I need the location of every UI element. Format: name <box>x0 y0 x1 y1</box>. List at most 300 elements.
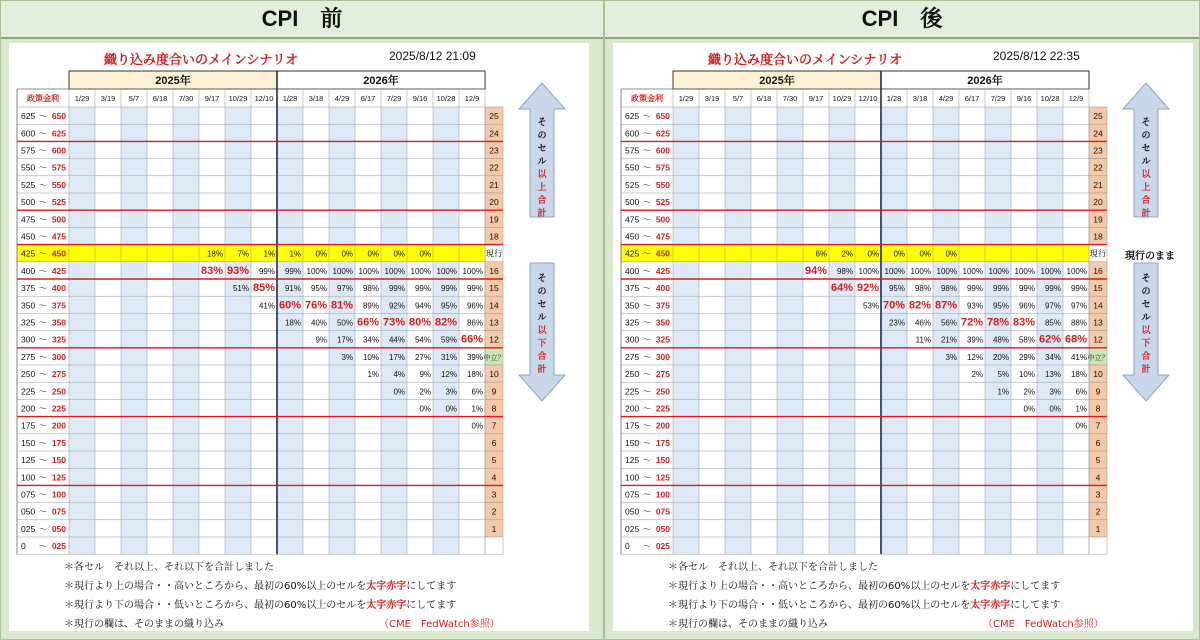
date-header: 1/28 <box>282 94 298 103</box>
rate-tilde: ～ <box>642 472 652 483</box>
probability-cell: 0% <box>1049 404 1061 414</box>
probability-cell: 3% <box>341 352 353 362</box>
probability-cell: 78% <box>986 316 1009 329</box>
rate-low: 300 <box>21 334 36 345</box>
scenario-number: 現行 <box>485 248 503 259</box>
scenario-number: 6 <box>1095 437 1101 448</box>
rate-high: 525 <box>655 197 670 208</box>
probability-cell: 99% <box>284 266 301 276</box>
rate-low: 250 <box>21 369 36 380</box>
rate-low: 375 <box>625 283 640 294</box>
rate-tilde: ～ <box>642 111 652 122</box>
probability-cell: 2% <box>841 249 853 259</box>
rate-low: 100 <box>625 472 640 483</box>
probability-cell: 12% <box>966 352 983 362</box>
probability-cell: 0% <box>445 404 457 414</box>
arrow-up-char: 合 <box>1141 195 1151 205</box>
rate-low: 350 <box>625 300 640 311</box>
probability-cell: 0% <box>867 249 879 259</box>
rate-tilde: ～ <box>642 283 652 294</box>
date-header: 12/10 <box>254 94 274 103</box>
date-header: 9/16 <box>412 94 428 103</box>
scenario-number: 3 <box>1095 489 1101 500</box>
rate-low: 450 <box>21 231 36 242</box>
scenario-number: 25 <box>1093 111 1103 122</box>
rate-tilde: ～ <box>38 334 48 345</box>
rate-low: 150 <box>625 437 640 448</box>
rate-tilde: ～ <box>38 369 48 380</box>
arrow-down-char: 下 <box>537 338 547 348</box>
rate-low: 475 <box>625 214 640 225</box>
date-header: 6/17 <box>360 94 376 103</box>
probability-cell: 3% <box>945 352 957 362</box>
rate-tilde: ～ <box>38 179 48 190</box>
probability-cell: 11% <box>915 335 931 345</box>
probability-cell: 9% <box>419 370 431 380</box>
date-header: 3/18 <box>912 94 928 103</box>
rate-low: 250 <box>625 369 640 380</box>
scenario-number: 19 <box>489 214 499 225</box>
probability-cell: 51% <box>232 284 249 294</box>
scenario-number: 2 <box>1095 506 1101 517</box>
rate-high: 175 <box>655 437 670 448</box>
probability-cell: 92% <box>856 282 879 295</box>
note-line-4: ＊現行の欄は、そのままの織り込み <box>64 619 224 630</box>
rate-high: 325 <box>655 334 670 345</box>
rate-low: 225 <box>21 386 36 397</box>
date-header: 3/19 <box>100 94 116 103</box>
probability-cell: 21% <box>940 335 957 345</box>
scenario-number: 20 <box>489 197 499 208</box>
date-header: 10/29 <box>832 94 852 103</box>
date-header: 7/30 <box>178 94 194 103</box>
rate-high: 100 <box>655 489 670 500</box>
rate-low: 075 <box>21 489 36 500</box>
rate-tilde: ～ <box>642 541 652 552</box>
probability-cell: 0% <box>1023 404 1035 414</box>
rate-high: 375 <box>655 300 670 311</box>
rate-tilde: ～ <box>38 523 48 534</box>
scenario-number: 24 <box>1093 128 1103 139</box>
rate-low: 500 <box>21 197 36 208</box>
cme-source-note: （CME FedWatch参照） <box>379 619 500 630</box>
cme-source-note: （CME FedWatch参照） <box>983 619 1104 630</box>
rate-tilde: ～ <box>38 265 48 276</box>
note-red-text: 太字赤字 <box>970 581 1011 592</box>
probability-cell: 0% <box>945 249 957 259</box>
arrow-down-char: 合 <box>1141 351 1151 361</box>
probability-cell: 41% <box>258 301 275 311</box>
probability-cell: 99% <box>466 284 483 294</box>
rate-high: 400 <box>655 283 670 294</box>
probability-cell: 100% <box>462 266 483 276</box>
arrow-up-char: 以 <box>537 169 547 179</box>
arrow-down-char: 以 <box>1141 325 1151 335</box>
rate-tilde: ～ <box>642 523 652 534</box>
rate-tilde: ～ <box>38 437 48 448</box>
probability-cell: 0% <box>419 249 431 259</box>
probability-cell: 100% <box>988 266 1009 276</box>
probability-cell: 83% <box>200 264 223 277</box>
probability-cell: 9% <box>315 335 327 345</box>
scenario-number: 中立？ <box>483 354 505 362</box>
rate-high: 050 <box>51 523 66 534</box>
panel-content <box>9 43 589 631</box>
rate-low: 325 <box>625 317 640 328</box>
arrow-up-char: 計 <box>1141 208 1151 218</box>
rate-low: 575 <box>21 145 36 156</box>
rate-tilde: ～ <box>642 300 652 311</box>
probability-cell: 100% <box>436 266 457 276</box>
arrow-down-char: 下 <box>1141 338 1151 348</box>
scenario-number: 23 <box>1093 145 1103 156</box>
note-text: にしてます <box>406 581 457 592</box>
rate-low: 525 <box>21 179 36 190</box>
probability-cell: 98% <box>362 284 379 294</box>
rate-high: 500 <box>655 214 670 225</box>
date-header: 10/28 <box>436 94 456 103</box>
rate-tilde: ～ <box>38 455 48 466</box>
rate-tilde: ～ <box>642 145 652 156</box>
probability-cell: 10% <box>1018 370 1035 380</box>
date-header: 12/9 <box>464 94 480 103</box>
probability-cell: 0% <box>919 249 931 259</box>
rate-high: 300 <box>51 351 66 362</box>
probability-grid <box>613 43 1193 563</box>
probability-cell: 89% <box>362 301 379 311</box>
probability-cell: 66% <box>356 316 379 329</box>
scenario-number: 14 <box>1093 300 1103 311</box>
date-header: 4/29 <box>334 94 350 103</box>
rate-low: 200 <box>625 403 640 414</box>
rate-tilde: ～ <box>38 403 48 414</box>
probability-cell: 34% <box>362 335 379 345</box>
scenario-number: 10 <box>489 369 499 380</box>
rate-high: 375 <box>51 300 66 311</box>
probability-cell: 53% <box>862 301 879 311</box>
rate-low: 175 <box>21 420 36 431</box>
rate-tilde: ～ <box>642 369 652 380</box>
rate-high: 600 <box>655 145 670 156</box>
probability-cell: 1% <box>289 249 301 259</box>
rate-tilde: ～ <box>642 420 652 431</box>
rate-high: 525 <box>51 197 66 208</box>
rate-high: 625 <box>51 128 66 139</box>
rate-tilde: ～ <box>642 506 652 517</box>
arrow-down-char: そ <box>1141 273 1151 283</box>
probability-cell: 99% <box>1018 284 1035 294</box>
rate-tilde: ～ <box>38 420 48 431</box>
rate-tilde: ～ <box>38 472 48 483</box>
rate-low: 575 <box>625 145 640 156</box>
year-label: 2025年 <box>155 75 191 87</box>
rate-high: 275 <box>51 369 66 380</box>
probability-cell: 56% <box>940 318 957 328</box>
panel-header: CPI 前 <box>1 1 603 39</box>
probability-cell: 96% <box>466 301 483 311</box>
probability-cell: 100% <box>1040 266 1061 276</box>
probability-cell: 100% <box>384 266 405 276</box>
note-text: にしてます <box>1010 600 1061 611</box>
rate-high: 100 <box>51 489 66 500</box>
probability-cell: 6% <box>471 387 483 397</box>
probability-cell: 18% <box>466 370 483 380</box>
probability-cell: 91% <box>284 284 301 294</box>
rate-tilde: ～ <box>38 489 48 500</box>
probability-cell: 97% <box>1070 301 1087 311</box>
rate-tilde: ～ <box>642 455 652 466</box>
rate-low: 375 <box>21 283 36 294</box>
probability-cell: 1% <box>263 249 275 259</box>
probability-cell: 80% <box>408 316 431 329</box>
probability-cell: 60% <box>278 299 301 312</box>
arrow-up-char: ル <box>1141 156 1151 166</box>
probability-cell: 100% <box>910 266 931 276</box>
probability-cell: 40% <box>310 318 327 328</box>
rate-low: 500 <box>625 197 640 208</box>
date-header: 1/29 <box>678 94 694 103</box>
panel-timestamp: 2025/8/12 22:35 <box>993 49 1080 63</box>
probability-cell: 50% <box>336 318 353 328</box>
rate-tilde: ～ <box>38 145 48 156</box>
panel-cpi-after <box>604 0 1200 640</box>
date-header: 5/7 <box>732 94 744 103</box>
arrow-up-char: 計 <box>537 208 547 218</box>
probability-cell: 100% <box>962 266 983 276</box>
rate-low: 625 <box>625 111 640 122</box>
rate-low: 025 <box>625 523 640 534</box>
rate-tilde: ～ <box>642 248 652 259</box>
rate-high: 175 <box>51 437 66 448</box>
note-text: にしてます <box>1010 581 1061 592</box>
rate-tilde: ～ <box>642 317 652 328</box>
probability-cell: 83% <box>1012 316 1035 329</box>
arrow-down-char: セ <box>537 299 547 309</box>
scenario-number: 1 <box>1095 523 1101 534</box>
date-header: 9/17 <box>204 94 220 103</box>
panel-timestamp: 2025/8/12 21:09 <box>389 49 476 63</box>
rate-tilde: ～ <box>642 128 652 139</box>
probability-cell: 34% <box>1044 352 1061 362</box>
probability-cell: 1% <box>471 404 483 414</box>
date-header: 3/19 <box>704 94 720 103</box>
scenario-number-cell <box>485 537 503 554</box>
rate-high: 450 <box>655 248 670 259</box>
probability-cell: 17% <box>388 352 405 362</box>
note-text: にしてます <box>406 600 457 611</box>
rate-high: 625 <box>655 128 670 139</box>
note-text: ＊現行より下の場合・・低いところから、最初の60%以上のセルを <box>64 600 367 611</box>
rate-high: 425 <box>655 265 670 276</box>
probability-cell: 100% <box>1066 266 1087 276</box>
probability-cell: 3% <box>1049 387 1061 397</box>
rate-tilde: ～ <box>38 197 48 208</box>
probability-cell: 64% <box>830 282 853 295</box>
rate-tilde: ～ <box>38 283 48 294</box>
scenario-number: 15 <box>489 283 499 294</box>
date-header: 10/29 <box>228 94 248 103</box>
probability-cell: 0% <box>315 249 327 259</box>
scenario-number: 16 <box>489 265 499 276</box>
arrow-up-char: 合 <box>537 195 547 205</box>
probability-cell: 97% <box>1044 301 1061 311</box>
probability-cell: 0% <box>471 421 483 431</box>
rate-tilde: ～ <box>642 214 652 225</box>
scenario-number: 5 <box>1095 455 1101 466</box>
arrow-up-char: そ <box>537 117 547 127</box>
rate-tilde: ～ <box>642 403 652 414</box>
scenario-number: 18 <box>1093 231 1103 242</box>
rate-low: 175 <box>625 420 640 431</box>
rate-tilde: ～ <box>642 386 652 397</box>
probability-cell: 44% <box>388 335 405 345</box>
panel-content <box>613 43 1193 631</box>
date-header: 9/17 <box>808 94 824 103</box>
note-red-text: 太字赤字 <box>366 581 407 592</box>
rate-low: 525 <box>625 179 640 190</box>
rate-low: 625 <box>21 111 36 122</box>
probability-grid <box>9 43 589 563</box>
rate-high: 200 <box>51 420 66 431</box>
scenario-number: 22 <box>489 162 499 173</box>
rate-high: 325 <box>51 334 66 345</box>
rate-low: 425 <box>21 248 36 259</box>
probability-cell: 82% <box>908 299 931 312</box>
rate-low: 325 <box>21 317 36 328</box>
scenario-number: 14 <box>489 300 499 311</box>
note-line-4: ＊現行の欄は、そのままの織り込み <box>668 619 828 630</box>
rate-high: 125 <box>655 472 670 483</box>
rate-high: 250 <box>51 386 66 397</box>
probability-cell: 87% <box>934 299 957 312</box>
date-header: 3/18 <box>308 94 324 103</box>
scenario-number: 13 <box>1093 317 1103 328</box>
probability-cell: 95% <box>888 284 905 294</box>
probability-cell: 59% <box>440 335 457 345</box>
probability-cell: 73% <box>382 316 405 329</box>
rate-high: 425 <box>51 265 66 276</box>
rate-high: 650 <box>51 111 66 122</box>
probability-cell: 0% <box>1075 421 1087 431</box>
probability-cell: 39% <box>966 335 983 345</box>
probability-cell: 31% <box>440 352 457 362</box>
probability-cell: 86% <box>466 318 483 328</box>
probability-cell: 100% <box>306 266 327 276</box>
note-line-2 <box>668 577 1060 596</box>
probability-cell: 99% <box>440 284 457 294</box>
rate-high: 300 <box>655 351 670 362</box>
arrow-up-char: そ <box>1141 117 1151 127</box>
probability-cell: 93% <box>966 301 983 311</box>
probability-cell: 0% <box>393 249 405 259</box>
policy-rate-label: 政策金利 <box>27 94 59 103</box>
rate-tilde: ～ <box>38 300 48 311</box>
panel-title: 織り込み度合いのメインシナリオ <box>104 52 299 67</box>
probability-cell: 23% <box>888 318 905 328</box>
rate-high: 025 <box>51 541 66 552</box>
probability-cell: 1% <box>367 370 379 380</box>
scenario-number: 24 <box>489 128 499 139</box>
probability-cell: 2% <box>971 370 983 380</box>
probability-cell: 98% <box>940 284 957 294</box>
scenario-number: 12 <box>489 334 499 345</box>
rate-low: 275 <box>21 351 36 362</box>
probability-cell: 68% <box>1064 333 1087 346</box>
rate-high: 500 <box>51 214 66 225</box>
scenario-number: 21 <box>489 179 499 190</box>
note-text: ＊現行より下の場合・・低いところから、最初の60%以上のセルを <box>668 600 971 611</box>
probability-cell: 99% <box>1044 284 1061 294</box>
probability-cell: 0% <box>893 249 905 259</box>
note-line-3 <box>668 596 1060 615</box>
probability-cell: 99% <box>388 284 405 294</box>
panel-title: 織り込み度合いのメインシナリオ <box>708 52 903 67</box>
probability-cell: 20% <box>992 352 1009 362</box>
probability-cell: 54% <box>414 335 431 345</box>
rate-tilde: ～ <box>642 351 652 362</box>
probability-cell: 76% <box>304 299 327 312</box>
probability-cell: 93% <box>226 264 249 277</box>
probability-cell: 58% <box>1018 335 1035 345</box>
arrow-up-char: セ <box>537 143 547 153</box>
rate-low: 350 <box>21 300 36 311</box>
scenario-number: 18 <box>489 231 499 242</box>
probability-cell: 100% <box>332 266 353 276</box>
probability-cell: 62% <box>1038 333 1061 346</box>
probability-cell: 12% <box>440 370 457 380</box>
rate-high: 075 <box>51 506 66 517</box>
date-header: 7/29 <box>990 94 1006 103</box>
note-line-2 <box>64 577 456 596</box>
rate-tilde: ～ <box>642 334 652 345</box>
rate-high: 150 <box>51 455 66 466</box>
probability-cell: 99% <box>258 266 275 276</box>
rate-high: 125 <box>51 472 66 483</box>
rate-tilde: ～ <box>38 162 48 173</box>
scenario-number: 中立？ <box>1087 354 1109 362</box>
date-header: 9/16 <box>1016 94 1032 103</box>
probability-cell: 13% <box>1044 370 1061 380</box>
arrow-up-char: の <box>537 130 547 140</box>
scenario-number: 2 <box>491 506 497 517</box>
rate-high: 225 <box>51 403 66 414</box>
scenario-number: 9 <box>1095 386 1101 397</box>
date-header: 7/30 <box>782 94 798 103</box>
scenario-number: 9 <box>491 386 497 397</box>
rate-low: 275 <box>625 351 640 362</box>
scenario-number: 4 <box>491 472 497 483</box>
arrow-down-char: ル <box>537 312 547 322</box>
probability-cell: 0% <box>341 249 353 259</box>
rate-low: 050 <box>625 506 640 517</box>
date-header: 7/29 <box>386 94 402 103</box>
rate-low: 400 <box>21 265 36 276</box>
probability-cell: 0% <box>419 404 431 414</box>
rate-tilde: ～ <box>38 541 48 552</box>
probability-cell: 96% <box>1018 301 1035 311</box>
probability-cell: 5% <box>997 370 1009 380</box>
note-red-text: 太字赤字 <box>970 600 1011 611</box>
note-red-text: 太字赤字 <box>366 600 407 611</box>
probability-cell: 18% <box>1070 370 1087 380</box>
rate-tilde: ～ <box>38 248 48 259</box>
probability-cell: 0% <box>367 249 379 259</box>
scenario-number: 21 <box>1093 179 1103 190</box>
arrow-up-char: ル <box>537 156 547 166</box>
scenario-number: 13 <box>489 317 499 328</box>
rate-tilde: ～ <box>642 197 652 208</box>
probability-cell: 88% <box>1070 318 1087 328</box>
